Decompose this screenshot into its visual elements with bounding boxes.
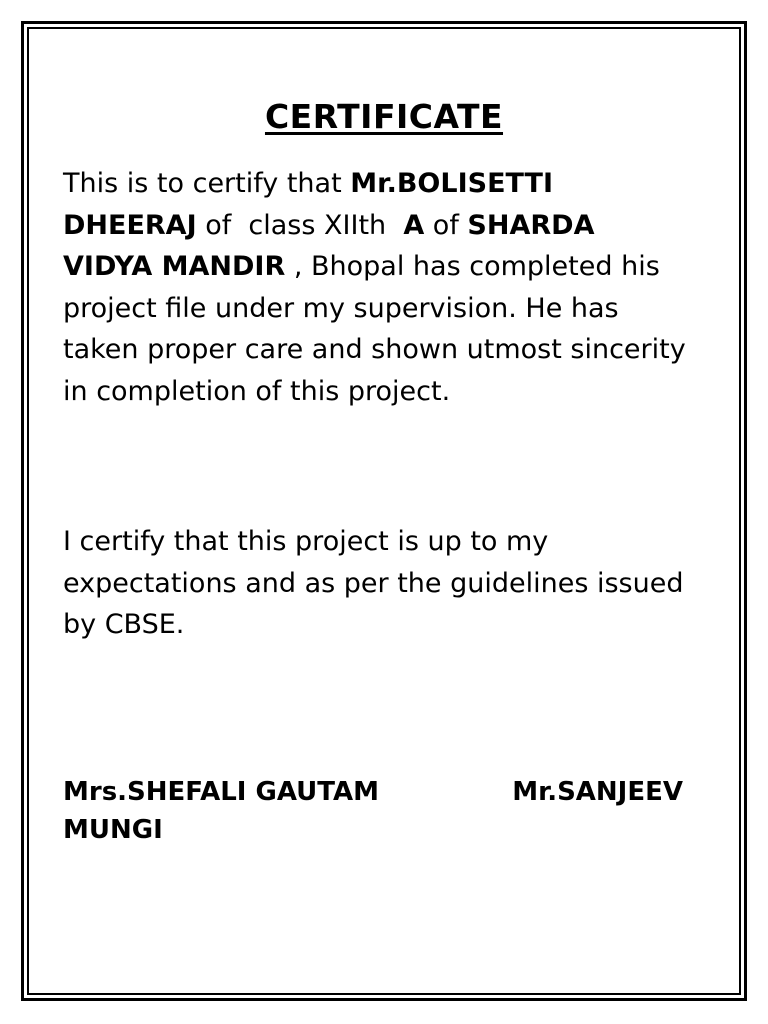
expectations-paragraph: I certify that this project is up to my expectations and as per the guidelines issued by CBSE. (63, 526, 693, 640)
intro-text: This is to certify that (63, 168, 351, 199)
signature-line (63, 773, 683, 811)
school-name-part-1: SHARDA (467, 209, 595, 241)
school-name-part-2: VIDYA MANDIR (63, 251, 286, 282)
certification-paragraph (63, 163, 693, 412)
class-text: of class XIIth (196, 209, 404, 241)
signatory-first: Mrs.SHEFALI GAUTAM (63, 777, 379, 807)
student-name-part-2: DHEERAJ (63, 209, 197, 241)
of-text: of (424, 209, 468, 241)
student-name-part-1: Mr.BOLISETTI (350, 168, 554, 199)
completion-text: , Bhopal has completed his project file under my supervision. He has taken proper care and shown utmost sincerity in completion of this project. (63, 251, 695, 407)
signatory-second-part-2: MUNGI (63, 815, 163, 845)
signatures-block (63, 773, 683, 849)
signatory-second-part-1: Mr.SANJEEV (512, 777, 683, 807)
section-text: A (403, 209, 425, 241)
certificate-title: CERTIFICATE (264, 97, 504, 136)
